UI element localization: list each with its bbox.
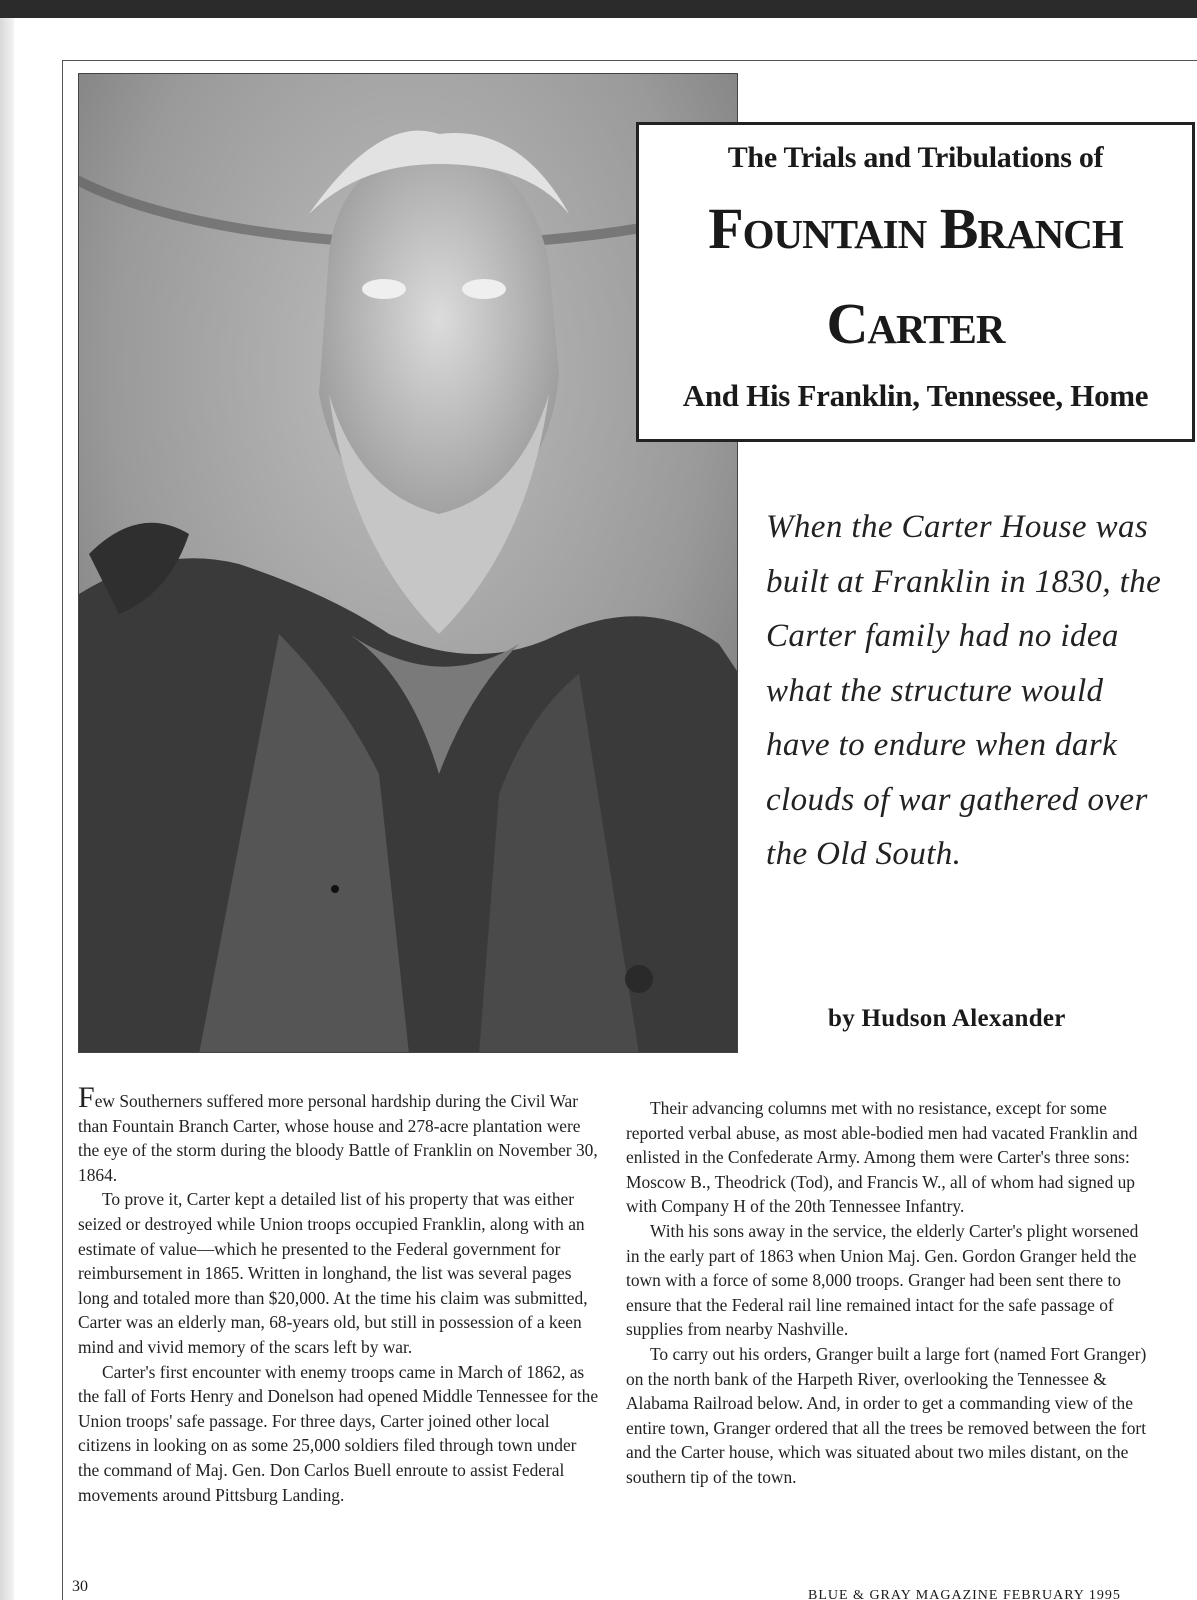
title-name-line2: Carter: [826, 291, 1005, 356]
body-column-right: [626, 1096, 1148, 1490]
drop-cap: F: [78, 1081, 95, 1114]
title-kicker: The Trials and Tribulations of: [727, 141, 1104, 174]
body-paragraph: With his sons away in the service, the elderly Carter's plight worsened in the early part of 1863 when Union Maj. Gen. Gordon Granger held the town with a force of some 8,000 troops. Granger had been sent there to ensure that the Federal rail line remained intact for the safe passage of supplies from nearby Nashville.: [626, 1220, 1139, 1340]
page-number: 30: [72, 1578, 88, 1595]
byline: by Hudson Alexander: [828, 1005, 1066, 1032]
body-paragraph: To carry out his orders, Granger built a large fort (named Fort Granger) on the north bank of the Harpeth River, overlooking the Tennessee & Alabama Railroad below. And, in order to get a commanding view of the entire town, Granger ordered that all the trees be removed between the fort and the Carter house, which was situated about two miles distant, on the southern tip of the town.: [626, 1343, 1147, 1487]
scan-left-edge: [0, 18, 14, 1600]
deck-text: When the Carter House was built at Franklin in 1830, the Carter family had no idea what the structure would have to endure when dark clouds of war gathered over the Old South.: [766, 509, 1162, 872]
title-box: [636, 122, 1195, 442]
body-paragraph: Carter's first encounter with enemy troops came in March of 1862, as the fall of Forts Henry and Donelson had opened Middle Tennessee for the Union troops' safe passage. For three days, Carter joined other local citizens in looking on as some 25,000 soldiers filed through town under the command of Maj. Gen. Don Carlos Buell enroute to assist Federal movements around Pittsburg Landing.: [78, 1361, 599, 1505]
paragraph-text: ew Southerners suffered more personal hardship during the Civil War than Fountain Branch Carter, whose house and 278-acre plantation were the eye of the storm during the bloody Battle of Franklin on November 30, 1864.: [78, 1091, 598, 1185]
scan-top-edge: [0, 0, 1197, 18]
body-paragraph: Their advancing columns met with no resistance, except for some reported verbal abuse, as most able-bodied men had vacated Franklin and enlisted in the Confederate Army. Among them were Carter's three sons: Moscow B., Theodrick (Tod), and Francis W., all of whom had signed up with Company H of the 20th Tennessee Infantry.: [626, 1098, 1138, 1217]
magazine-footer: BLUE & GRAY MAGAZINE FEBRUARY 1995: [808, 1588, 1121, 1600]
body-column-left: [78, 1081, 600, 1507]
title-subtitle: And His Franklin, Tennessee, Home: [682, 378, 1149, 413]
body-paragraph: To prove it, Carter kept a detailed list of his property that was either seized or destroyed while Union troops occupied Franklin, along with an estimate of value—which he presented to the Federal government for reimbursement in 1865. Written in longhand, the list was several pages long and totaled more than $20,000. At the time his claim was submitted, Carter was an elderly man, 68-years old, but still in possession of a keen mind and vivid memory of the scars left by war.: [78, 1189, 588, 1357]
body-paragraph: [78, 1081, 600, 1187]
title-name-line1: Fountain Branch: [708, 196, 1123, 261]
